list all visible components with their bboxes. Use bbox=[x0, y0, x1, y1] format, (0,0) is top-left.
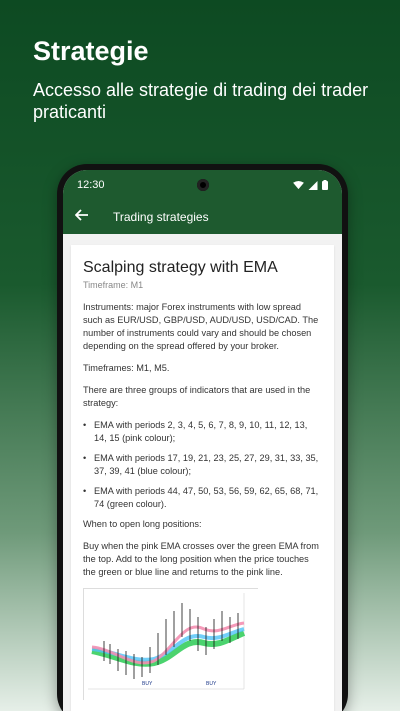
list-item: • EMA with periods 2, 3, 4, 5, 6, 7, 8, 9, 10, 11, 12, 13, 14, 15 (pink colour); bbox=[83, 419, 322, 445]
buy-label: BUY bbox=[142, 681, 153, 687]
app-bar bbox=[63, 200, 342, 234]
status-time: 12:30 bbox=[77, 179, 105, 191]
indicator-list bbox=[83, 419, 322, 511]
promo-subtitle: Accesso alle strategie di trading dei trader praticanti bbox=[33, 80, 369, 122]
status-bar bbox=[63, 170, 342, 200]
app-bar-title: Trading strategies bbox=[113, 210, 209, 224]
wifi-icon bbox=[293, 181, 304, 190]
timeframes-paragraph: Timeframes: M1, M5. bbox=[83, 363, 170, 373]
promo-title: Strategie bbox=[33, 36, 149, 66]
buy-label: BUY bbox=[206, 681, 217, 687]
instruments-paragraph: Instruments: major Forex instruments with low spread such as EUR/USD, GBP/USD, AUD/USD, USD/CAD. The number of instruments could vary and should be chosen depending on the spread offered by your broker. bbox=[83, 302, 319, 351]
long-positions-paragraph: Buy when the pink EMA crosses over the green EMA from the top. Add to the long position when the price touches the green or blue line and returns to the pink line. bbox=[83, 541, 319, 577]
signal-icon bbox=[308, 181, 318, 190]
long-positions-heading: When to open long positions: bbox=[83, 519, 202, 529]
strategy-card bbox=[71, 245, 334, 711]
indicators-paragraph: There are three groups of indicators that are used in the strategy: bbox=[83, 385, 311, 408]
strategy-title: Scalping strategy with EMA bbox=[83, 259, 278, 276]
strategy-chart-image bbox=[83, 588, 258, 700]
list-item: • EMA with periods 44, 47, 50, 53, 56, 59, 62, 65, 68, 71, 74 (green colour). bbox=[83, 485, 322, 511]
battery-icon bbox=[322, 180, 328, 190]
arrow-left-icon[interactable] bbox=[75, 208, 105, 226]
list-item: • EMA with periods 17, 19, 21, 23, 25, 27, 29, 31, 33, 35, 37, 39, 41 (blue colour); bbox=[83, 452, 322, 478]
camera-icon bbox=[197, 179, 209, 191]
strategy-timeframe: Timeframe: M1 bbox=[83, 280, 144, 290]
phone-screen bbox=[63, 170, 342, 711]
phone-frame bbox=[57, 164, 348, 711]
status-icons bbox=[293, 180, 328, 190]
